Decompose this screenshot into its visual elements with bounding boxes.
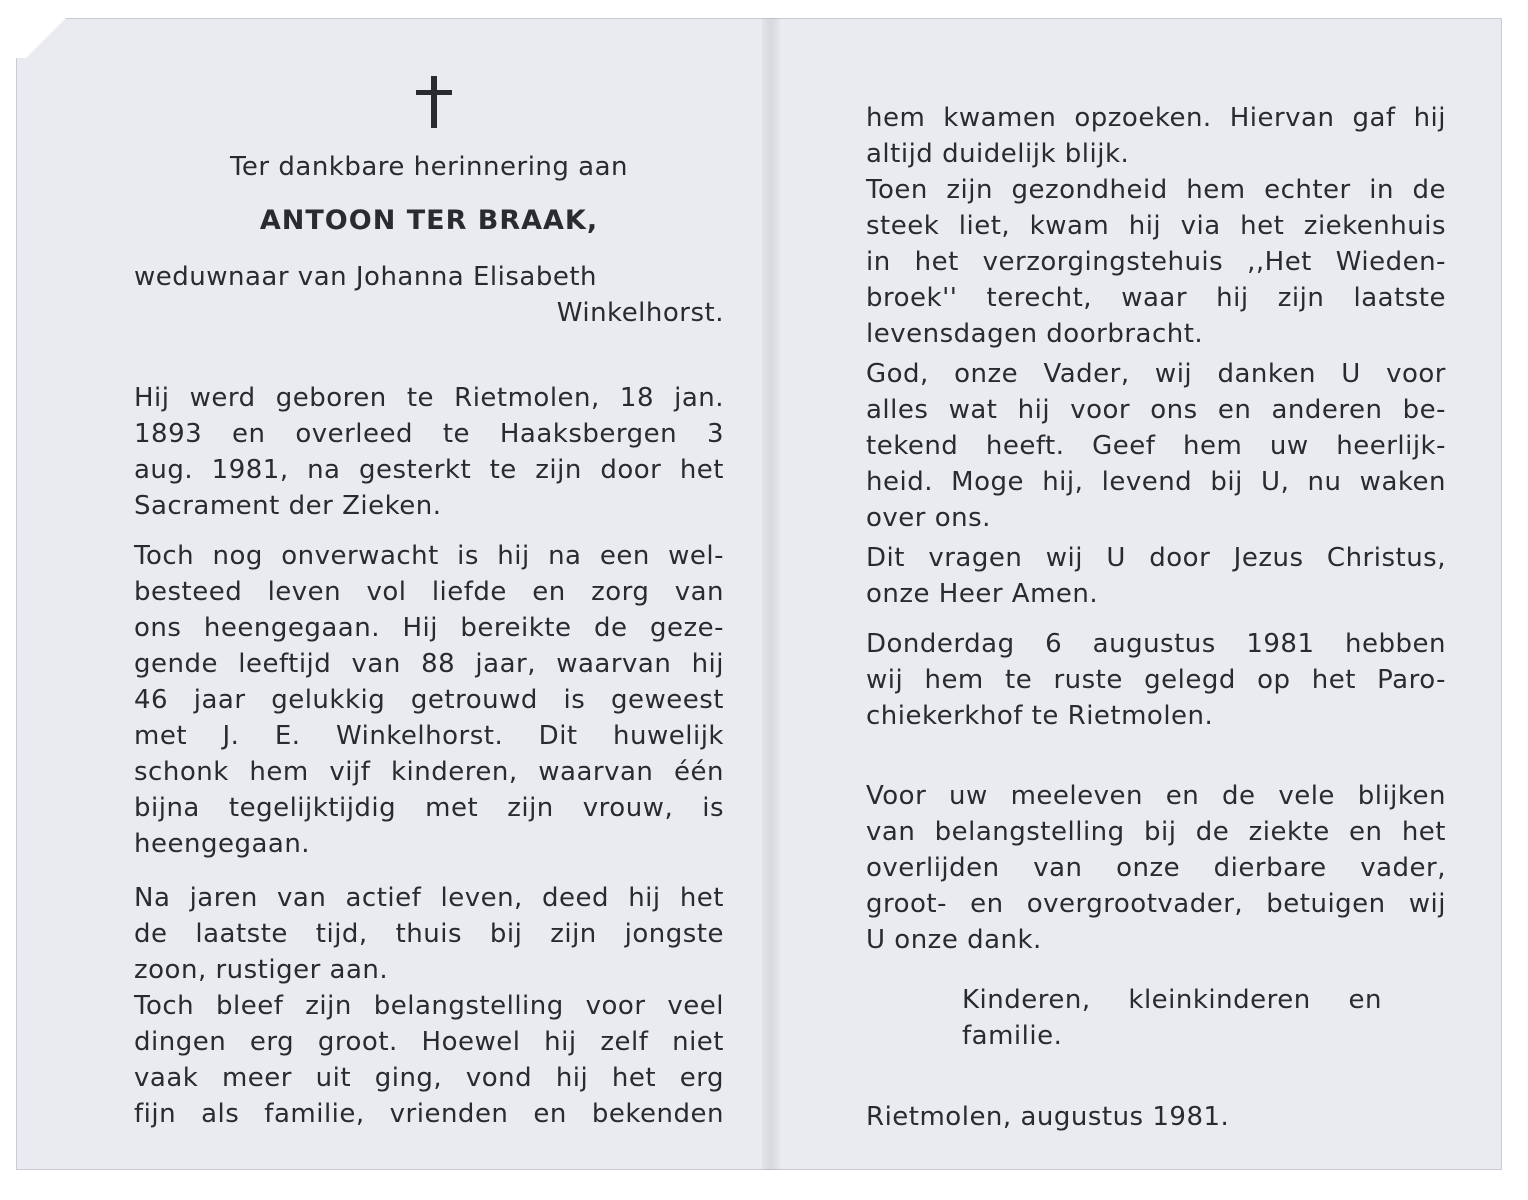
spouse-line-1: weduwnaar van Johanna Elisabeth: [134, 262, 598, 292]
thanks-paragraph: [866, 778, 1446, 958]
text-line: U onze dank.: [866, 925, 1042, 955]
text-line: Voor uw meeleven en de vele blijken: [866, 781, 1446, 811]
cross-icon: [414, 76, 454, 132]
text-line: van belangstelling bij de ziekte en het: [866, 817, 1446, 847]
burial-paragraph: [866, 626, 1446, 734]
text-line: familie.: [962, 1021, 1063, 1051]
text-line: broek'' terecht, waar hij zijn laatste: [866, 283, 1446, 313]
right-page: [866, 18, 1446, 1170]
later-life-paragraph: [134, 880, 724, 1132]
text-line: heid. Moge hij, levend bij U, nu waken: [866, 467, 1446, 497]
text-line: Toen zijn gezondheid hem echter in de: [866, 175, 1446, 205]
place-date: Rietmolen, augustus 1981.: [866, 1102, 1230, 1132]
text-line: chiekerkhof te Rietmolen.: [866, 701, 1214, 731]
text-line: 1893 en overleed te Haaksbergen 3: [134, 419, 724, 449]
text-line: bijna tegelijktijdig met zijn vrouw, is: [134, 793, 724, 823]
life-paragraph: [134, 538, 724, 862]
text-line: fijn als familie, vrienden en bekenden: [134, 1099, 724, 1129]
text-line: Kinderen, kleinkinderen en: [962, 985, 1382, 1015]
text-line: Dit vragen wij U door Jezus Christus,: [866, 543, 1446, 573]
spouse-line-2: Winkelhorst.: [556, 298, 724, 328]
text-line: Na jaren van actief leven, deed hij het: [134, 883, 724, 913]
text-line: dingen erg groot. Hoewel hij zelf niet: [134, 1027, 724, 1057]
torn-corner: [16, 18, 86, 58]
card-heading: Ter dankbare herinnering aan: [229, 152, 629, 182]
text-line: altijd duidelijk blijk.: [866, 139, 1130, 169]
text-line: Toch bleef zijn belangstelling voor veel: [134, 991, 724, 1021]
text-line: zoon, rustiger aan.: [134, 955, 389, 985]
card-fold: [762, 18, 780, 1170]
text-line: vaak meer uit ging, vond hij het erg: [134, 1063, 724, 1093]
text-line: Donderdag 6 augustus 1981 hebben: [866, 629, 1446, 659]
text-line: overlijden van onze dierbare vader,: [866, 853, 1446, 883]
text-line: hem kwamen opzoeken. Hiervan gaf hij: [866, 103, 1446, 133]
text-line: Hij werd geboren te Rietmolen, 18 jan.: [134, 383, 724, 413]
text-line: in het verzorgingstehuis ,,Het Wieden-: [866, 247, 1446, 277]
text-line: alles wat hij voor ons en anderen be-: [866, 395, 1446, 425]
text-line: over ons.: [866, 503, 991, 533]
text-line: steek liet, kwam hij via het ziekenhuis: [866, 211, 1446, 241]
text-line: groot- en overgrootvader, betuigen wij: [866, 889, 1446, 919]
text-line: besteed leven vol liefde en zorg van: [134, 577, 724, 607]
left-page: [134, 18, 724, 1170]
memorial-card: [16, 18, 1502, 1170]
text-line: God, onze Vader, wij danken U voor: [866, 359, 1446, 389]
text-line: aug. 1981, na gesterkt te zijn door het: [134, 455, 724, 485]
prayer-paragraph: [866, 356, 1446, 536]
deceased-name: ANTOON TER BRAAK,: [259, 205, 599, 236]
text-line: tekend heeft. Geef hem uw heerlijk-: [866, 431, 1446, 461]
text-line: ons heengegaan. Hij bereikte de geze-: [134, 613, 724, 643]
care-paragraph: [866, 100, 1446, 352]
text-line: Sacrament der Zieken.: [134, 491, 442, 521]
text-line: met J. E. Winkelhorst. Dit huwelijk: [134, 721, 724, 751]
birth-death-paragraph: [134, 380, 724, 524]
text-line: de laatste tijd, thuis bij zijn jongste: [134, 919, 724, 949]
text-line: levensdagen doorbracht.: [866, 319, 1204, 349]
text-line: heengegaan.: [134, 829, 311, 859]
family-signature: [962, 982, 1382, 1054]
text-line: 46 jaar gelukkig getrouwd is geweest: [134, 685, 724, 715]
amen-paragraph: [866, 540, 1446, 612]
text-line: onze Heer Amen.: [866, 579, 1099, 609]
text-line: gende leeftijd van 88 jaar, waarvan hij: [134, 649, 724, 679]
text-line: Toch nog onverwacht is hij na een wel-: [134, 541, 724, 571]
text-line: schonk hem vijf kinderen, waarvan één: [134, 757, 724, 787]
text-line: wij hem te ruste gelegd op het Paro-: [866, 665, 1446, 695]
